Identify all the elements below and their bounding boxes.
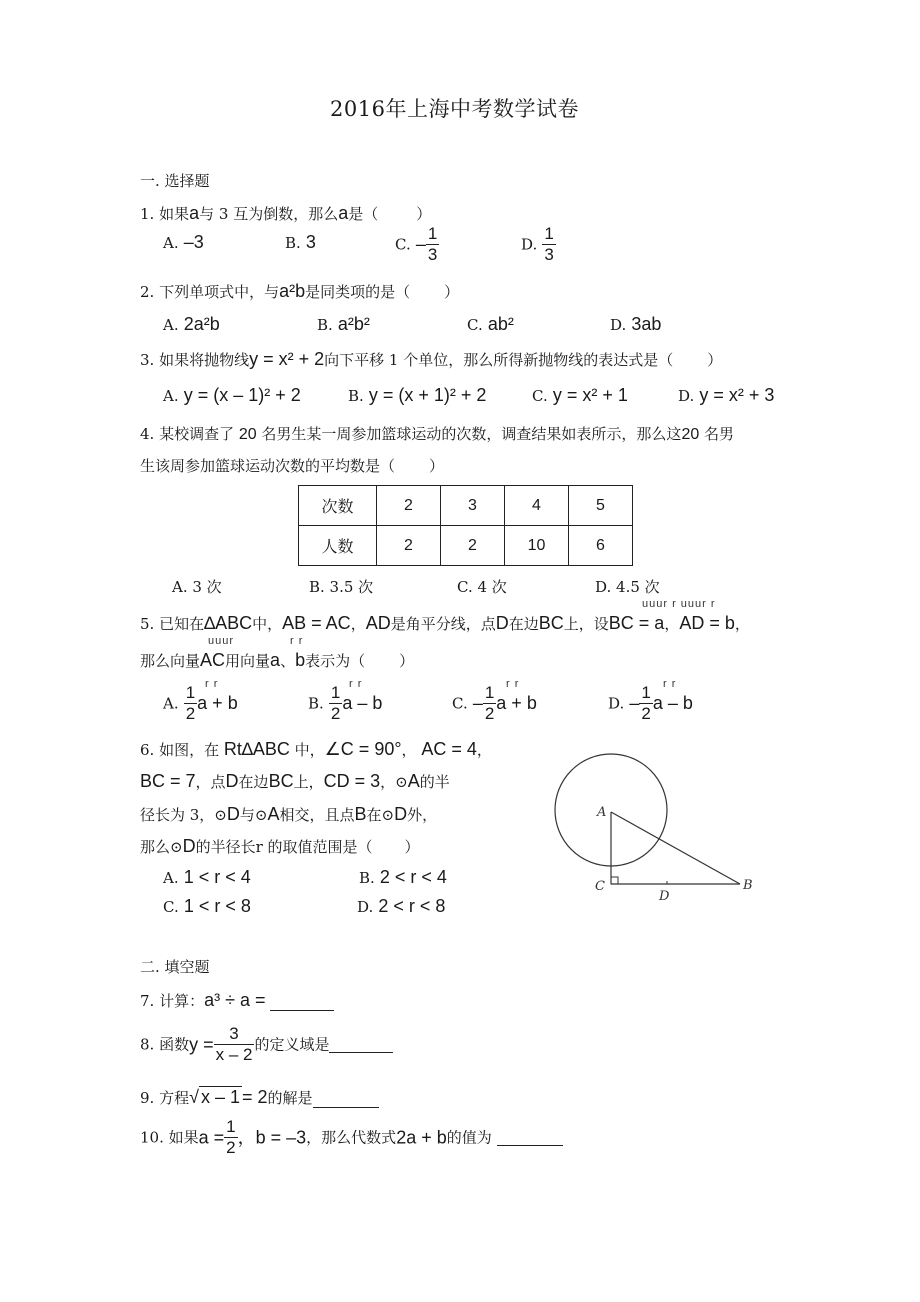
table-cell: 5 (569, 486, 633, 526)
q2-option-d[interactable]: D. 3ab (610, 314, 662, 334)
q5-a-marks: r r (205, 678, 219, 690)
table-cell: 次数 (299, 486, 377, 526)
table-cell: 3 (441, 486, 505, 526)
q3-option-d[interactable]: D. y = x² + 3 (678, 385, 775, 405)
table-cell: 2 (441, 526, 505, 566)
q1-option-b[interactable]: B. 3 (285, 232, 316, 252)
table-cell: 10 (505, 526, 569, 566)
q2-option-c[interactable]: C. ab² (467, 314, 514, 334)
table-cell: 4 (505, 486, 569, 526)
question-6-line4: 那么⊙D的半径长r 的取值范围是（ ） (140, 836, 420, 856)
q5-d-marks: r r (663, 678, 677, 690)
table-row (299, 486, 633, 526)
q6-option-d[interactable]: D. 2 < r < 8 (357, 896, 446, 916)
q4-frequency-table (298, 485, 633, 566)
question-5-stem-line2: 那么向量AC用向量a、b表示为（ ） (140, 650, 415, 670)
q5-c-marks: r r (506, 678, 520, 690)
q6-option-c[interactable]: C. 1 < r < 8 (163, 896, 251, 916)
q6-option-a[interactable]: A. 1 < r < 4 (163, 867, 251, 887)
answer-blank[interactable] (270, 994, 334, 1011)
question-8: 8. 函数y = $\frac{3}{x - 2}$ 的定义域是 (140, 1024, 393, 1065)
q3-option-b[interactable]: B. y = (x + 1)² + 2 (348, 385, 487, 405)
q4-option-d[interactable]: D. 4.5 次 (595, 578, 660, 596)
section-heading-choice: 一. 选择题 (140, 172, 210, 190)
q6-option-b[interactable]: B. 2 < r < 4 (359, 867, 447, 887)
q1-option-a[interactable]: A. –3 (163, 232, 204, 252)
question-9: 9. 方程√ x – 1 = 2的解是 (140, 1086, 379, 1108)
page-title: 2016年上海中考数学试卷 (330, 97, 579, 121)
q5-option-c[interactable]: C. – $\frac{1}{2}$ a + b (452, 683, 537, 723)
question-3-stem: 3. 如果将抛物线y = x² + 2向下平移 1 个单位，那么所得新抛物线的表达式是（ ） (140, 349, 723, 369)
q1-option-d[interactable]: D. $\frac{1}{3}$ (521, 224, 554, 264)
question-6-line3: 径长为 3，⊙D与⊙A相交，且点B在⊙D外， (140, 804, 438, 824)
q1-option-c[interactable]: C. – $\frac{1}{3}$ (395, 224, 438, 264)
q5-option-b[interactable]: B. $\frac{1}{2}$ a – b (308, 683, 383, 723)
q4-option-a[interactable]: A. 3 次 (172, 578, 222, 596)
q5-b-marks: r r (349, 678, 363, 690)
question-7: 7. 计算：a³ ÷ a = (140, 990, 334, 1011)
answer-blank[interactable] (497, 1129, 563, 1146)
label-c: C (595, 879, 605, 894)
question-2-stem: 2. 下列单项式中，与a²b是同类项的是（ ） (140, 281, 460, 301)
question-6-line1: 6. 如图，在 Rt∆ABC 中，∠C = 90°， AC = 4， (140, 739, 492, 759)
q5-vector-marks: uuur r uuur r (642, 598, 716, 610)
question-4-stem-line2: 生该周参加篮球运动次数的平均数是（ ） (140, 457, 445, 475)
question-1-stem: 1. 如果a与 3 互为倒数，那么a是（ ） (140, 203, 432, 223)
table-row (299, 526, 633, 566)
question-10: 10. 如果a = $\frac{1}{2}$ ，b = –3，那么代数式2a + b的值为 (140, 1117, 563, 1158)
question-5-stem-line1: 5. 已知在∆ABC中，AB = AC，AD是角平分线，点D在边BC上，设BC = a，AD = b， (140, 613, 750, 633)
label-d: D (659, 889, 670, 904)
q4-option-c[interactable]: C. 4 次 (457, 578, 507, 596)
section-heading-fill: 二. 填空题 (140, 958, 210, 976)
q5-vector-mark-ab: r r (290, 635, 304, 647)
q3-option-a[interactable]: A. y = (x – 1)² + 2 (163, 385, 301, 405)
label-a: A (597, 805, 607, 820)
question-6-line2: BC = 7，点D在边BC上，CD = 3，⊙A的半 (140, 771, 450, 791)
right-angle-mark (611, 877, 618, 884)
segment-ab (611, 812, 740, 884)
label-b: B (743, 878, 753, 893)
table-cell: 2 (377, 486, 441, 526)
q5-vector-mark-ac: uuur (208, 635, 235, 647)
q5-option-d[interactable]: D. – $\frac{1}{2}$ a – b (608, 683, 693, 723)
q4-option-b[interactable]: B. 3.5 次 (309, 578, 374, 596)
q6-geometry-figure (545, 750, 775, 910)
answer-blank[interactable] (313, 1091, 379, 1108)
q5-option-a[interactable]: A. $\frac{1}{2}$ a + b (163, 683, 238, 723)
table-cell: 6 (569, 526, 633, 566)
table-cell: 2 (377, 526, 441, 566)
q2-option-a[interactable]: A. 2a²b (163, 314, 220, 334)
question-4-stem-line1: 4. 某校调查了 20 名男生某一周参加篮球运动的次数，调查结果如表所示，那么这20 名男 (140, 425, 735, 443)
q2-option-b[interactable]: B. a²b² (317, 314, 370, 334)
answer-blank[interactable] (329, 1036, 393, 1053)
table-cell: 人数 (299, 526, 377, 566)
q3-option-c[interactable]: C. y = x² + 1 (532, 385, 628, 405)
